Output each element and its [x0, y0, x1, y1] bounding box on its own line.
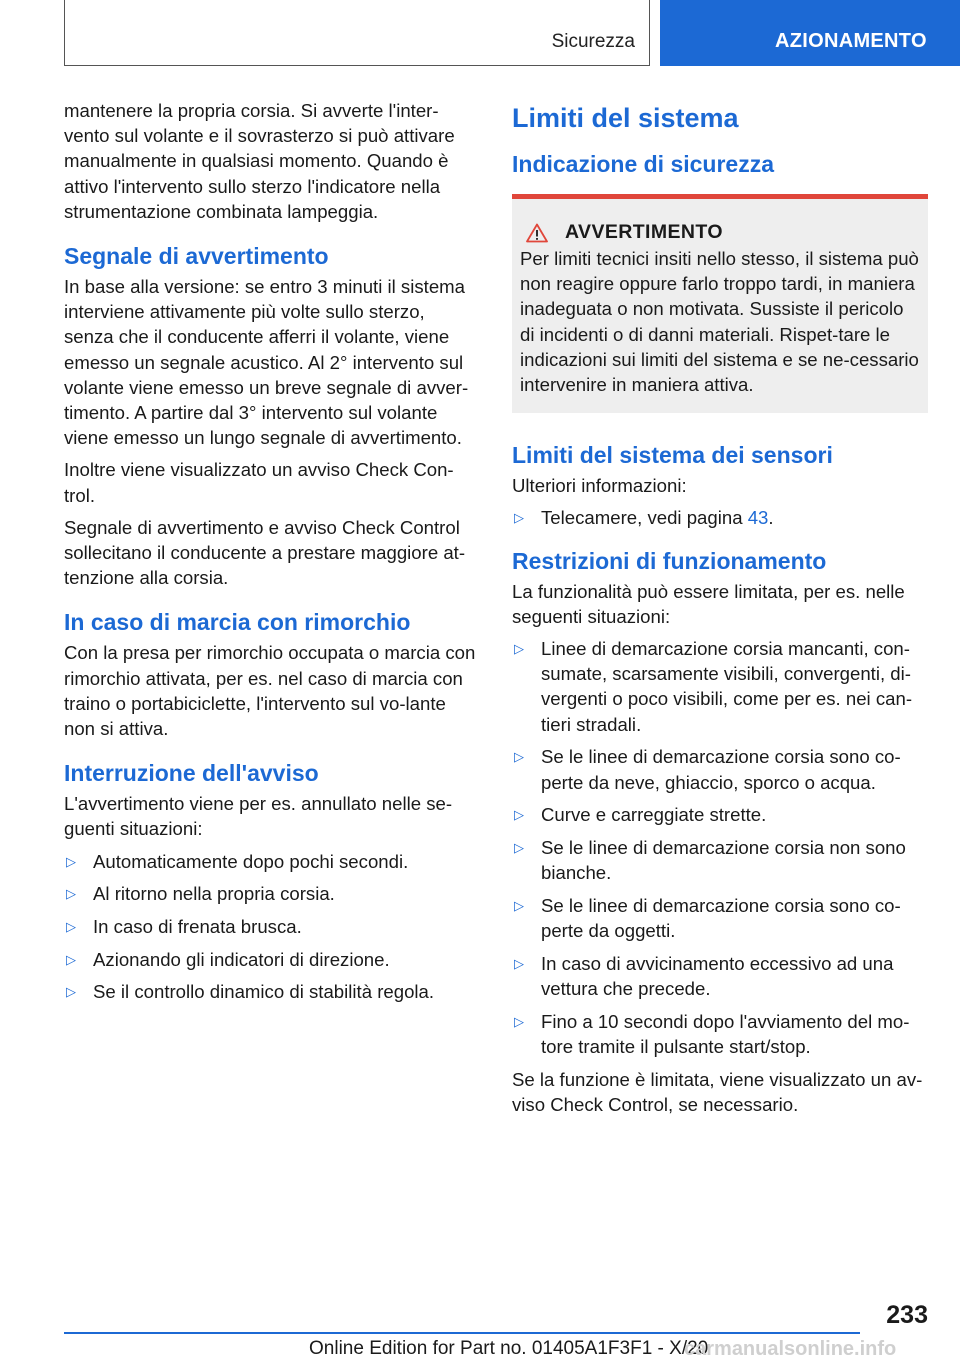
- triangle-bullet-icon: ▷: [66, 951, 76, 967]
- triangle-bullet-icon: ▷: [514, 897, 524, 913]
- header-section-tab: [64, 0, 650, 66]
- triangle-bullet-icon: ▷: [66, 853, 76, 869]
- triangle-bullet-icon: ▷: [66, 886, 76, 902]
- intro-paragraph: mantenere la propria corsia. Si avverte l'inter‐vento sul volante e il sovrasterzo si può attivare manualmente in qualsiasi momento. Quando è attivo l'intervento sullo sterzo l'indicatore nella strumentazione combinata lampeggia.: [64, 100, 455, 222]
- triangle-bullet-icon: ▷: [514, 1013, 524, 1029]
- restrictions-list: [512, 636, 928, 1059]
- list-item: ▷ Fino a 10 secondi dopo l'avviamento del mo‐tore tramite il pulsante start/stop.: [514, 1010, 910, 1057]
- warning-signal-paragraph-1: In base alla versione: se entro 3 minuti il sistema interviene attivamente più volte sullo sterzo, senza che il conducente afferri il volante, viene emesso un segnale acustico. Al 2° intervento sul volante viene emesso un breve segnale di avver‐timento. A partire dal 3° intervento sul volante viene emesso un lungo segnale di avvertimento.: [64, 276, 469, 449]
- list-item: ▷ In caso di avvicinamento eccessivo ad una vettura che precede.: [514, 952, 894, 999]
- warning-header: [520, 221, 920, 244]
- restrictions-paragraph: La funzionalità può essere limitata, per es. nelle seguenti situazioni:: [512, 580, 905, 627]
- section-title-sensors: Limiti del sistema dei sensori: [512, 442, 833, 469]
- trailer-paragraph: Con la presa per rimorchio occupata o marcia con rimorchio attivata, per es. nel caso di marcia con traino o portabiciclette, l'intervento sul vo‐lante non si attiva.: [64, 642, 476, 740]
- restrictions-closing-paragraph: Se la funzione è limitata, viene visualizzato un av‐viso Check Control, se necessario.: [512, 1068, 923, 1115]
- watermark: carmanualsonline.info: [684, 1338, 897, 1360]
- list-item: ▷ Al ritorno nella propria corsia.: [64, 881, 478, 906]
- warning-signal-paragraph-3: Segnale di avvertimento e avviso Check Control sollecitano il conducente a prestare maggiore at‐tenzione alla corsia.: [64, 516, 466, 589]
- list-item: ▷ Se le linee di demarcazione corsia non sono bianche.: [514, 836, 906, 884]
- header-section-label: Sicurezza: [551, 31, 635, 52]
- list-item: ▷ In caso di frenata brusca.: [64, 914, 478, 939]
- list-item: ▷ Se le linee di demarcazione corsia sono co‐perte da oggetti.: [514, 894, 901, 942]
- footer-edition: Online Edition for Part no. 01405A1F3F1 - X/20: [309, 1338, 709, 1359]
- section-title-trailer: In caso di marcia con rimorchio: [64, 609, 411, 636]
- list-item: ▷ Automaticamente dopo pochi secondi.: [64, 849, 478, 874]
- interruption-paragraph: L'avvertimento viene per es. annullato nelle se‐guenti situazioni:: [64, 793, 453, 840]
- triangle-bullet-icon: ▷: [514, 510, 524, 526]
- triangle-bullet-icon: ▷: [514, 839, 524, 855]
- warning-box: [512, 194, 928, 413]
- triangle-bullet-icon: ▷: [514, 641, 524, 657]
- list-item: ▷ Curve e carreggiate strette.: [512, 802, 928, 827]
- triangle-bullet-icon: ▷: [514, 807, 524, 823]
- header-chapter-tab: [660, 0, 960, 66]
- list-item: ▷ Se il controllo dinamico di stabilità regola.: [64, 979, 478, 1004]
- page-title: Limiti del sistema: [512, 103, 739, 133]
- sensors-paragraph: Ulteriori informazioni:: [512, 475, 687, 497]
- left-column: [64, 98, 478, 1012]
- section-title-warning-signal: Segnale di avvertimento: [64, 243, 329, 270]
- warning-text: Per limiti tecnici insiti nello stesso, il sistema può non reagire oppure farlo troppo tardi, in maniera inadeguata o non motivata. Sussiste il pericolo di incidenti o di danni materiali. Rispet‐tare le indicazioni sui limiti del sistema e se ne‐cessario intervenire in maniera attiva.: [520, 248, 919, 396]
- warning-title: AVVERTIMENTO: [565, 221, 723, 243]
- triangle-bullet-icon: ▷: [66, 984, 76, 1000]
- list-item: ▷ Azionando gli indicatori di direzione.: [64, 947, 478, 972]
- list-item: ▷ Se le linee di demarcazione corsia sono co‐perte da neve, ghiaccio, sporco o acqua.: [514, 746, 901, 793]
- list-item: ▷ Linee di demarcazione corsia mancanti, con‐sumate, scarsamente visibili, convergenti, di‐vergenti o poco visibili, come per es. nei can‐tieri stradali.: [514, 638, 913, 735]
- section-title-safety: Indicazione di sicurezza: [512, 151, 775, 177]
- sensors-list: [512, 505, 928, 530]
- interruption-list: [64, 849, 478, 1005]
- header-chapter-label: AZIONAMENTO: [775, 30, 927, 52]
- triangle-bullet-icon: ▷: [514, 749, 524, 765]
- footer-divider: [64, 1332, 860, 1334]
- list-item: ▷ Telecamere, vedi pagina 43.: [512, 505, 928, 530]
- section-title-restrictions: Restrizioni di funzionamento: [512, 547, 827, 574]
- triangle-bullet-icon: ▷: [514, 955, 524, 971]
- right-column: [512, 98, 928, 1124]
- triangle-bullet-icon: ▷: [66, 919, 76, 935]
- warning-signal-paragraph-2: Inoltre viene visualizzato un avviso Check Con‐trol.: [64, 459, 454, 506]
- page-reference-link[interactable]: 43: [747, 507, 769, 529]
- warning-triangle-icon: [526, 223, 548, 243]
- page-number: 233: [886, 1301, 928, 1329]
- section-title-interruption: Interruzione dell'avviso: [64, 760, 319, 787]
